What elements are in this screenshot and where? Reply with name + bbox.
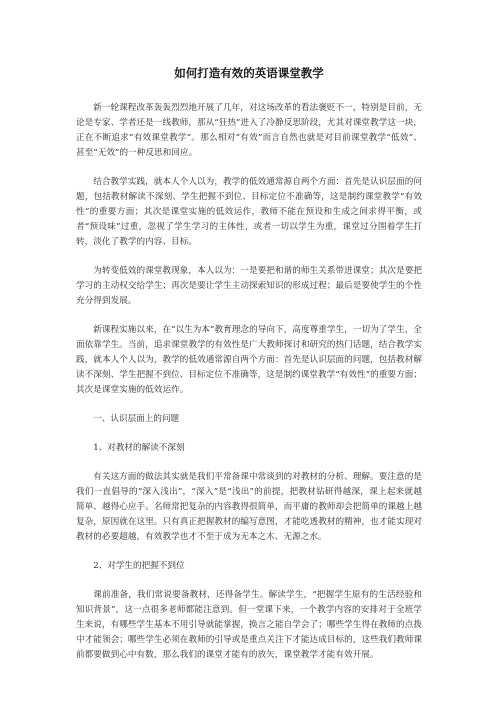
body-paragraph: 结合教学实践，就本人个人以为，教学的低效通常源自两个方面：首先是认识层面的问题，包括教材解读不深刻、学生把握不到位、目标定位不准确等，这是制约课堂教学“有效性”的重要方面；其次是课堂实施的低效运作，教师不能在预设和生成之间求得平衡，或者“预设味”过重，忽视了学生学习的主体性，或者一切以学生为重，课堂过分围着学生打转，淡化了教学的内容、目标。	[76, 177, 422, 247]
section-heading: 2、对学生的把握不到位	[93, 561, 185, 571]
body-paragraph: 新一轮课程改革轰轰烈烈地开展了几年，对这场改革的看法褒贬不一，特别是目前，无论是专家、学者还是一线教师，那从“狂热”进入了冷静反思阶段，尤其对课堂教学这一块，正在不断追求“有效课堂教学”。那么相对“有效”而言自然也就是对目前课堂教学“低效”、甚至“无效”的一种反思和回应。	[76, 103, 422, 158]
section-heading: 1、对教材的解读不深刻	[93, 443, 185, 453]
body-paragraph: 有关这方面的做法其实就是我们平常备课中常谈到的对教材的分析、理解。要注意的是我们一直倡导的“深入浅出”，“深入”是“浅出”的前提，把教材钻研得越深，课上起来就越简单、越得心应手。名师常把复杂的内容教得很简单，而平庸的教师却会把简单的课越上越复杂，原因就在这里。只有真正把握教材的编写意图，才能吃透教材的精神，也才能实现对教材的必要超越，有效教学也才不至于成为无本之木、无源之水。	[76, 472, 422, 542]
body-paragraph: 课前准备，我们常说要备教材，还得备学生。解读学生，“把握学生原有的生活经验和知识背景”，这一点很多老师都能注意到。但一堂课下来，一个教学内容的安排对于全班学生来说，有哪些学生基本不用引导就能掌握，换言之能自学会了；哪些学生得在教师的点拨中才能领会；哪些学生必须在教师的引导或是重点关注下才能达成目标的，这些我们教师课前都要做到心中有数，那么我们的课堂才能有的放矢，课堂教学才能有效开展。	[76, 590, 422, 660]
body-paragraph: 为转变低效的课堂教现象，本人以为：一是要把和谐的师生关系带进课堂；其次是要把学习的主动权交给学生；再次是要让学生主动探索知识的形成过程；最后是要使学生的个性充分得到发展。	[76, 266, 422, 306]
document-title: 如何打造有效的英语课堂教学	[174, 66, 324, 80]
section-heading: 一、认识层面上的问题	[93, 414, 180, 424]
body-paragraph: 新课程实施以来，在“以生为本”教育理念的导向下，高度尊重学生，一切为了学生，全面依靠学生。当前，追求课堂教学的有效性是广大教师探讨和研究的热门话题，结合教学实践，就本人个人以为，教学的低效通常源自两个方面：首先是认识层面的问题，包括教材解读不深刻、学生把握不到位、目标定位不准确等，这是制约课堂教学“有效性”的重要方面；其次是课堂实施的低效运作。	[76, 325, 422, 395]
document-body	[76, 101, 422, 663]
